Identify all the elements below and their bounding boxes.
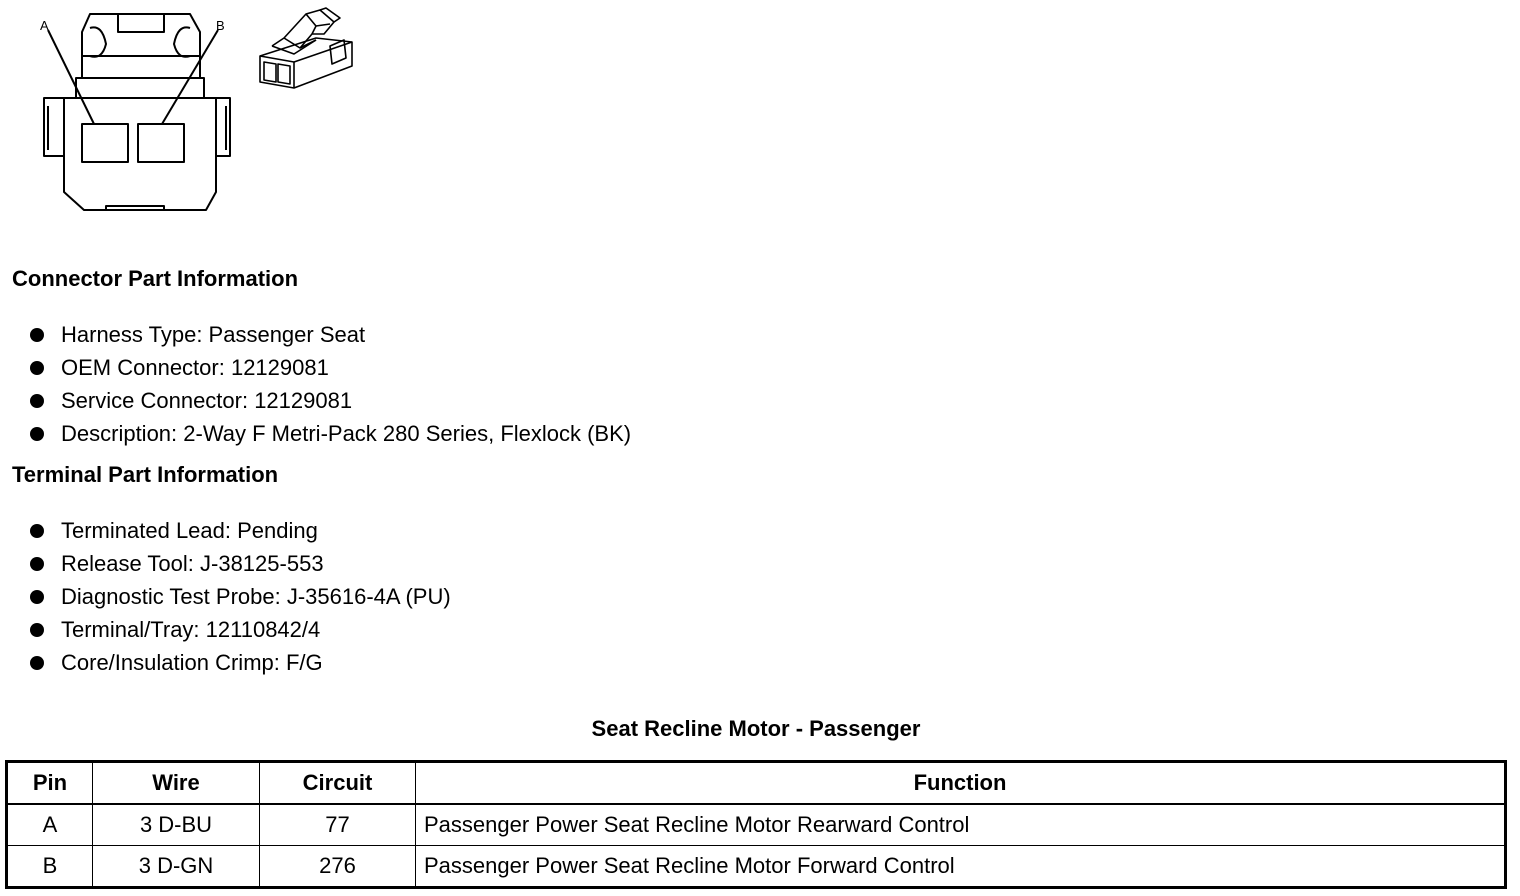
- circuit-cell: 276: [260, 846, 416, 888]
- list-item-text: Release Tool: J-38125-553: [61, 551, 324, 576]
- list-item-text: Harness Type: Passenger Seat: [61, 322, 366, 347]
- bullet-icon: [30, 328, 44, 342]
- pin-b-label: B: [216, 18, 225, 33]
- connector-part-list: [28, 318, 631, 450]
- list-item: [28, 580, 451, 613]
- function-cell: Passenger Power Seat Recline Motor Forward Control: [416, 846, 1506, 888]
- list-item-text: Terminal/Tray: 12110842/4: [61, 617, 321, 642]
- bullet-icon: [30, 590, 44, 604]
- bullet-icon: [30, 656, 44, 670]
- pin-cell: B: [7, 846, 93, 888]
- column-header-function: Function: [416, 762, 1506, 805]
- terminal-part-heading: Terminal Part Information: [12, 462, 279, 487]
- pin-a-label: A: [40, 18, 49, 33]
- list-item: [28, 514, 451, 547]
- table-header-row: [7, 762, 1506, 805]
- wire-cell: 3 D-BU: [93, 804, 260, 846]
- table-row: [7, 846, 1506, 888]
- list-item-text: Diagnostic Test Probe: J-35616-4A (PU): [61, 584, 451, 609]
- table-title: Seat Recline Motor - Passenger: [591, 716, 921, 741]
- bullet-icon: [30, 524, 44, 538]
- bullet-icon: [30, 623, 44, 637]
- list-item-text: OEM Connector: 12129081: [61, 355, 329, 380]
- table-row: [7, 804, 1506, 846]
- list-item: [28, 613, 451, 646]
- pin-cell: A: [7, 804, 93, 846]
- bullet-icon: [30, 361, 44, 375]
- column-header-wire: Wire: [93, 762, 260, 805]
- list-item: [28, 547, 451, 580]
- terminal-part-list: [28, 514, 451, 679]
- function-cell: Passenger Power Seat Recline Motor Rearward Control: [416, 804, 1506, 846]
- list-item: [28, 384, 631, 417]
- bullet-icon: [30, 394, 44, 408]
- bullet-icon: [30, 427, 44, 441]
- connector-part-heading: Connector Part Information: [12, 266, 299, 291]
- connector-face-diagram: [36, 10, 236, 215]
- list-item-text: Core/Insulation Crimp: F/G: [61, 650, 323, 675]
- bullet-icon: [30, 557, 44, 571]
- list-item: [28, 417, 631, 450]
- connector-isometric-view: [254, 4, 358, 96]
- column-header-pin: Pin: [7, 762, 93, 805]
- pinout-table: [5, 760, 1507, 889]
- list-item: [28, 351, 631, 384]
- list-item-text: Service Connector: 12129081: [61, 388, 353, 413]
- list-item-text: Description: 2-Way F Metri-Pack 280 Series, Flexlock (BK): [61, 421, 632, 446]
- circuit-cell: 77: [260, 804, 416, 846]
- list-item-text: Terminated Lead: Pending: [61, 518, 318, 543]
- list-item: [28, 318, 631, 351]
- wire-cell: 3 D-GN: [93, 846, 260, 888]
- column-header-circuit: Circuit: [260, 762, 416, 805]
- list-item: [28, 646, 451, 679]
